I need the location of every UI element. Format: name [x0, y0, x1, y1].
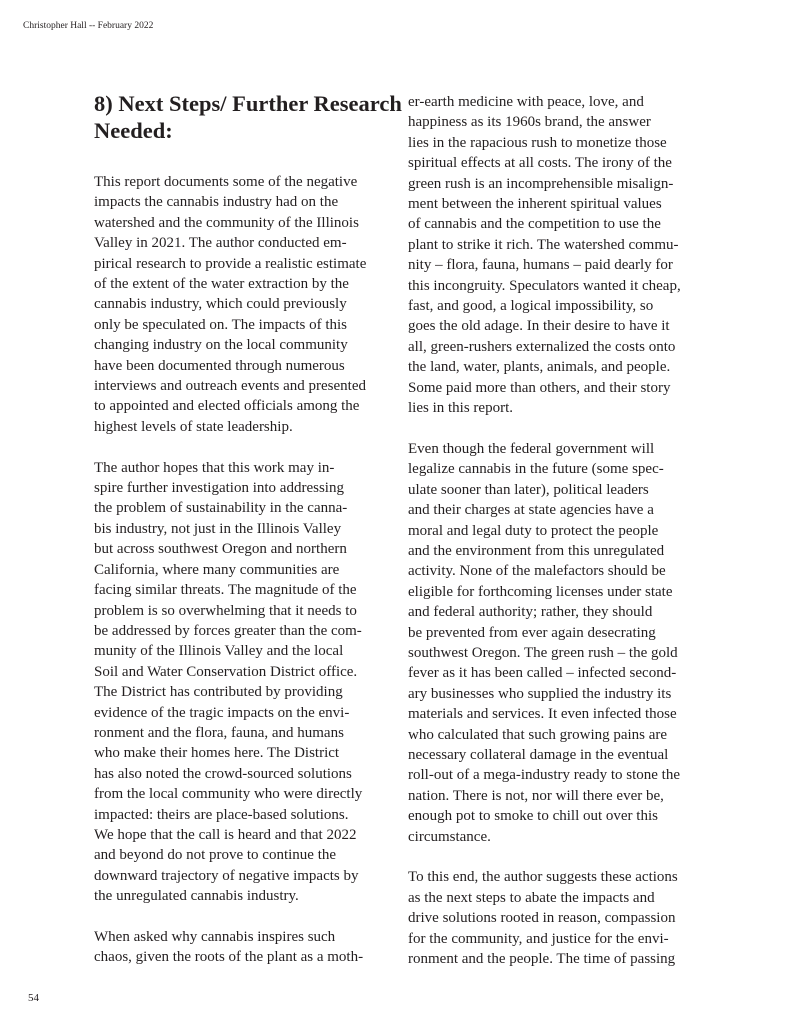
text-line: to appointed and elected officials among the: [94, 398, 360, 415]
text-line: interviews and outreach events and presented: [94, 378, 366, 395]
paragraph-green-rush: [408, 92, 728, 419]
paragraph-cannabis-chaos: [94, 927, 414, 968]
text-line: activity. None of the malefactors should be: [408, 563, 666, 580]
text-line: When asked why cannabis inspires such: [94, 929, 336, 945]
section-title-line: 8) Next Steps/ Further Research: [94, 91, 402, 116]
text-line: circumstance.: [408, 828, 491, 845]
text-line: ronment and the people. The time of passing: [408, 951, 676, 968]
left-column: [94, 90, 414, 968]
text-line: ulate sooner than later), political leaders: [408, 481, 649, 498]
text-line: Valley in 2021. The author conducted em-: [94, 235, 347, 252]
text-line: legalize cannabis in the future (some spec-: [408, 461, 664, 478]
text-line: nation. There is not, nor will there ever be,: [408, 787, 664, 804]
text-line: has also noted the crowd-sourced solutions: [94, 765, 352, 782]
text-line: southwest Oregon. The green rush – the gold: [408, 644, 678, 661]
text-line: goes the old adage. In their desire to have it: [408, 318, 670, 335]
text-line: The author hopes that this work may in-: [94, 459, 335, 476]
text-line: ment between the inherent spiritual values: [408, 196, 662, 213]
text-line: evidence of the tragic impacts on the envi-: [94, 704, 350, 721]
text-line: facing similar threats. The magnitude of the: [94, 582, 357, 599]
paragraph-next-steps: [408, 867, 728, 969]
text-line: problem is so overwhelming that it needs to: [94, 602, 357, 619]
text-line: plant to strike it rich. The watershed commu-: [408, 236, 679, 253]
text-line: materials and services. It even infected those: [408, 706, 677, 723]
text-line: eligible for forthcoming licenses under state: [408, 583, 673, 600]
text-line: have been documented through numerous: [94, 357, 345, 374]
text-line: bis industry, not just in the Illinois Valley: [94, 520, 342, 537]
text-line: fast, and good, a logical impossibility, so: [408, 298, 654, 315]
text-line: the problem of sustainability in the canna-: [94, 500, 348, 517]
text-line: This report documents some of the negative: [94, 174, 358, 190]
text-line: lies in the rapacious rush to monetize those: [408, 134, 667, 151]
text-line: drive solutions rooted in reason, compassion: [408, 910, 676, 927]
text-line: er-earth medicine with peace, love, and: [408, 94, 644, 110]
text-line: The District has contributed by providing: [94, 684, 343, 701]
text-line: pirical research to provide a realistic estimate: [94, 255, 367, 272]
text-line: ronment and the flora, fauna, and humans: [94, 724, 344, 741]
text-line: To this end, the author suggests these actions: [408, 869, 678, 886]
text-line: and their charges at state agencies have a: [408, 502, 654, 519]
text-line: for the community, and justice for the envi-: [408, 930, 669, 947]
text-line: necessary collateral damage in the eventual: [408, 746, 669, 763]
text-line: changing industry on the local community: [94, 337, 348, 354]
text-line: spiritual effects at all costs. The irony of the: [408, 155, 672, 172]
text-line: of cannabis and the competition to use the: [408, 216, 661, 233]
paragraph-author-hopes: [94, 458, 414, 907]
section-title: [94, 90, 414, 144]
running-header: Christopher Hall -- February 2022: [23, 21, 154, 31]
text-line: moral and legal duty to protect the people: [408, 522, 659, 539]
text-line: and federal authority; rather, they should: [408, 604, 653, 621]
section-title-line: Needed:: [94, 118, 173, 143]
text-line: impacted: theirs are place-based solutions.: [94, 806, 349, 823]
text-line: who calculated that such growing pains are: [408, 726, 668, 743]
text-line: Some paid more than others, and their story: [408, 379, 671, 396]
text-line: the unregulated cannabis industry.: [94, 888, 299, 905]
text-line: be prevented from ever again desecrating: [408, 624, 656, 641]
text-line: ary businesses who supplied the industry its: [408, 685, 672, 702]
text-line: be addressed by forces greater than the com-: [94, 622, 362, 639]
text-line: highest levels of state leadership.: [94, 418, 293, 435]
paragraph-report-summary: [94, 172, 414, 437]
text-line: roll-out of a mega-industry ready to stone the: [408, 767, 681, 784]
text-line: chaos, given the roots of the plant as a moth-: [94, 949, 364, 966]
text-line: munity of the Illinois Valley and the local: [94, 643, 344, 660]
text-line: and beyond do not prove to continue the: [94, 847, 337, 864]
text-line: only be speculated on. The impacts of this: [94, 316, 348, 333]
text-line: Soil and Water Conservation District office.: [94, 663, 358, 680]
text-line: of the extent of the water extraction by the: [94, 276, 349, 293]
text-line: as the next steps to abate the impacts and: [408, 889, 655, 906]
text-line: and the environment from this unregulated: [408, 542, 665, 559]
text-line: but across southwest Oregon and northern: [94, 541, 347, 558]
text-line: fever as it has been called – infected second-: [408, 665, 677, 682]
paragraph-federal-legalization: [408, 439, 728, 847]
text-line: nity – flora, fauna, humans – paid dearly for: [408, 257, 673, 274]
text-line: cannabis industry, which could previously: [94, 296, 347, 313]
text-line: watershed and the community of the Illinois: [94, 214, 359, 231]
text-line: who make their homes here. The District: [94, 745, 340, 762]
text-line: from the local community who were directly: [94, 786, 363, 803]
text-line: downward trajectory of negative impacts by: [94, 867, 359, 884]
text-line: this incongruity. Speculators wanted it cheap,: [408, 277, 681, 294]
page-number: 54: [28, 992, 39, 1004]
right-column: [408, 92, 728, 969]
text-line: Even though the federal government will: [408, 440, 655, 457]
text-line: California, where many communities are: [94, 561, 340, 578]
text-line: lies in this report.: [408, 400, 513, 417]
text-line: We hope that the call is heard and that 2022: [94, 826, 357, 843]
text-line: the land, water, plants, animals, and people.: [408, 359, 671, 376]
text-line: green rush is an incomprehensible misalign-: [408, 175, 674, 192]
text-line: spire further investigation into addressing: [94, 480, 344, 497]
text-line: happiness as its 1960s brand, the answer: [408, 114, 651, 131]
text-line: enough pot to smoke to chill out over this: [408, 808, 658, 825]
text-line: impacts the cannabis industry had on the: [94, 194, 339, 211]
text-line: all, green-rushers externalized the costs onto: [408, 338, 676, 355]
